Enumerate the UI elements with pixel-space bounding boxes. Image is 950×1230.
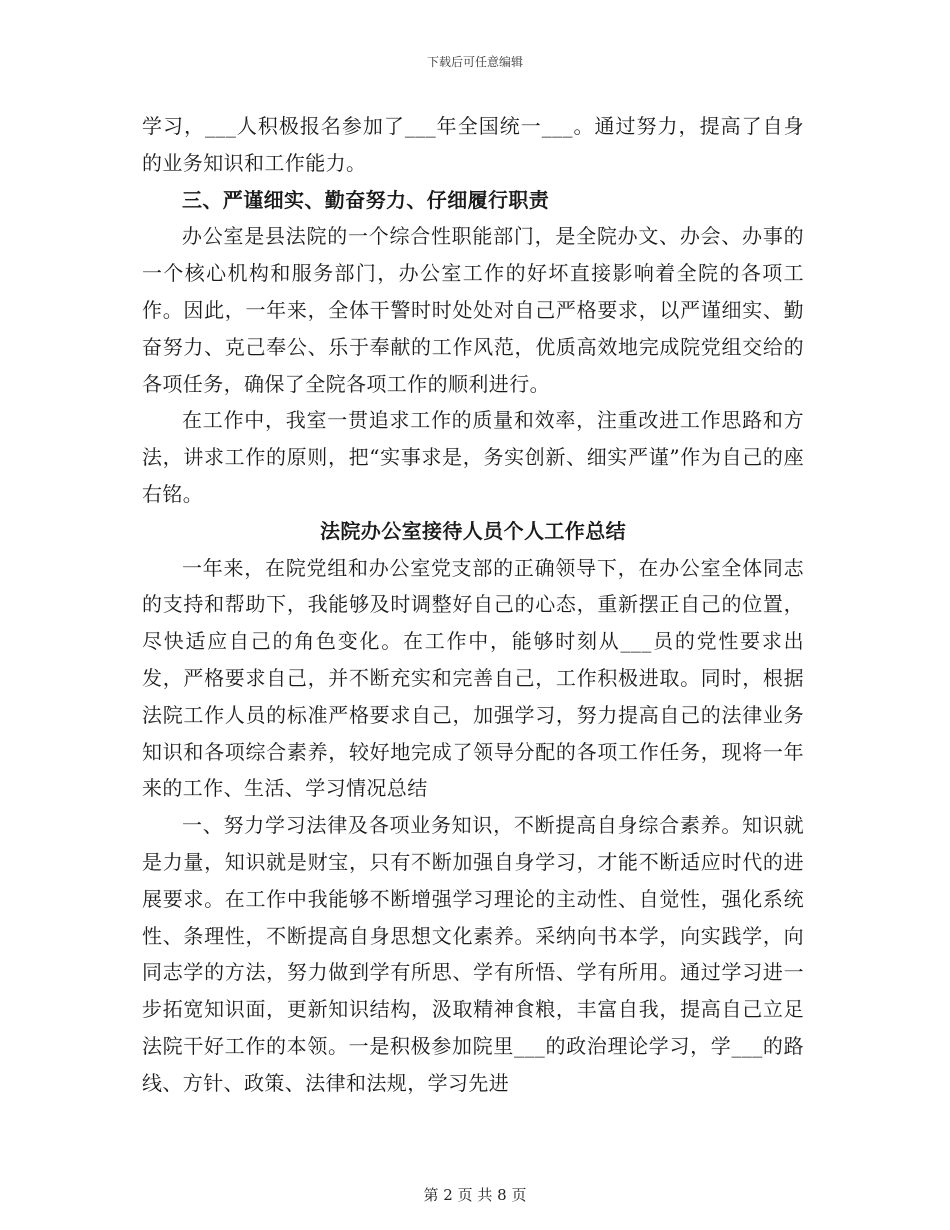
page-header: 下载后可任意编辑 [426,55,523,69]
section-heading-3: 三、严谨细实、勤奋努力、仔细履行职责 [182,187,550,212]
document-title: 法院办公室接待人员个人工作总结 [320,518,626,543]
paragraph-continuation: 学习，___人积极报名参加了___年全国统一___。通过努力，提高了自身的业务知识和工作能力。 [142,114,804,175]
paragraph-work-motto: 在工作中，我室一贯追求工作的质量和效率，注重改进工作思路和方法，讲求工作的原则，把“实事求是，务实创新、细实严谨”作为自己的座右铭。 [142,408,804,506]
paragraph-office-role: 办公室是县法院的一个综合性职能部门，是全院办文、办会、办事的一个核心机构和服务部门，办公室工作的好坏直接影响着全院的各项工作。因此，一年来，全体干警时时处处对自己严格要求，以严谨细实、勤奋努力、克己奉公、乐于奉献的工作风范，优质高效地完成院党组交给的各项任务，确保了全院各项工作的顺利进行。 [142,224,804,396]
page-footer: 第 2 页 共 8 页 [423,1186,527,1204]
paragraph-section-1: 一、努力学习法律及各项业务知识，不断提高自身综合素养。知识就是力量，知识就是财宝，只有不断加强自身学习，才能不断适应时代的进展要求。在工作中我能够不断增强学习理论的主动性、自觉性，强化系统性、条理性，不断提高自身思想文化素养。采纳向书本学，向实践学，向同志学的方法，努力做到学有所思、学有所悟、学有所用。通过学习进一步拓宽知识面，更新知识结构，汲取精神食粮，丰富自我，提高自己立足法院干好工作的本领。一是积极参加院里___的政治理论学习，学___的路线、方针、政策、法律和法规，学习先进 [142,813,804,1095]
document-body [142,108,804,1102]
paragraph-intro: 一年来，在院党组和办公室党支部的正确领导下，在办公室全体同志的支持和帮助下，我能够及时调整好自己的心态，重新摆正自己的位置，尽快适应自己的角色变化。在工作中，能够时刻从___员的党性要求出发，严格要求自己，并不断充实和完善自己，工作积极进取。同时，根据法院工作人员的标准严格要求自己，加强学习，努力提高自己的法律业务知识和各项综合素养，较好地完成了领导分配的各项工作任务，现将一年来的工作、生活、学习情况总结 [142,555,804,801]
